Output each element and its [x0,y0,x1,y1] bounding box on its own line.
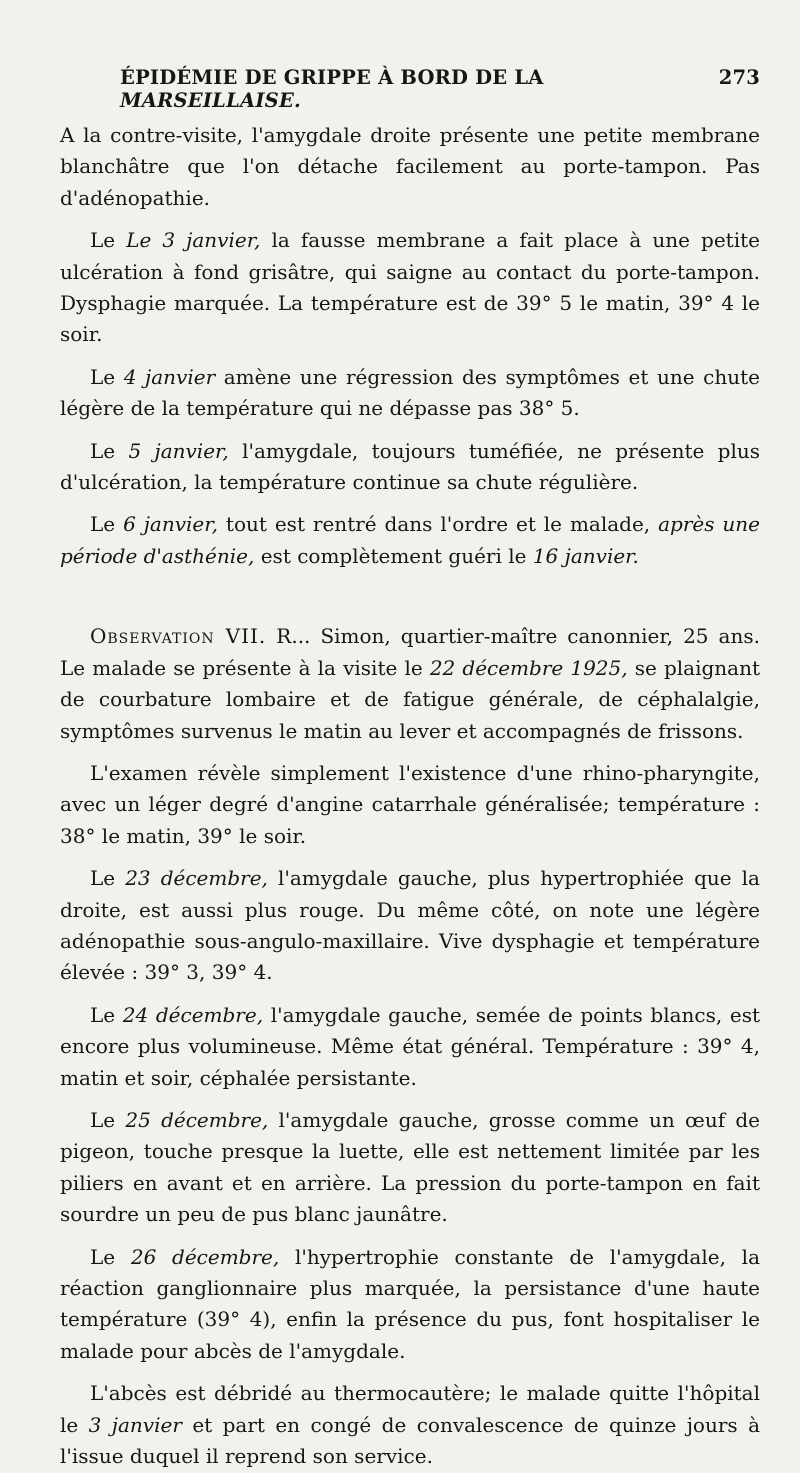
date-prefix: Le [90,438,129,463]
paragraph-abces [60,1378,760,1472]
paragraph-text: l'amygdale gauche, plus hypertrophiée que la droite, est aussi plus rouge. Du même côté, on note une légère adénopathie sous-angulo-maxillaire. Vive dysphagie et température élevée : 39° 3, 39° 4. [60,866,760,985]
running-title-main: ÉPIDÉMIE DE GRIPPE À BORD DE LA [120,66,544,89]
date-prefix: Le [90,1002,123,1027]
running-header [60,66,760,112]
page-number: 273 [718,66,760,89]
paragraph-text: L'abcès est débridé au thermocautère; le malade quitte l'hôpital le [60,1381,760,1437]
paragraph-examen: L'examen révèle simplement l'existence d'une rhino-pharyngite, avec un léger degré d'angine catarrhale généralisée; température : 38° le matin, 39° le soir. [60,760,760,848]
date-italic: 22 décembre 1925, [429,655,628,680]
paragraph-text: et part en congé de convalescence de quinze jours à l'issue duquel il reprend son service. [60,1412,761,1469]
date-prefix: Le [90,364,124,389]
section-spacer [60,583,760,621]
date-prefix: Le [90,866,126,891]
paragraph-text: l'amygdale gauche, semée de points blancs, est encore plus volumineuse. Même état général. Température : 39° 4, matin et soir, céphalée persistante. [60,1002,760,1090]
paragraph-25-decembre [60,1105,760,1231]
paragraph-text: se plaignant de courbature lombaire et de fatigue générale, de céphalalgie, symptômes survenus le matin au lever et accompagnés de frissons. [60,655,760,743]
running-title [120,66,719,112]
paragraph-5-janvier [60,436,760,499]
paragraph-23-decembre [60,863,760,989]
paragraph-3-janvier [60,225,760,351]
date-italic: 24 décembre, [122,1002,264,1027]
date-italic: 16 janvier. [532,543,639,568]
paragraph-6-janvier [60,509,760,572]
date-italic: 26 décembre, [130,1244,280,1269]
paragraph-26-decembre [60,1242,760,1368]
paragraph-text: est complètement guéri le [254,543,533,568]
paragraph-text: l'amygdale, toujours tuméfiée, ne présente plus d'ulcération, la température continue sa chute régulière. [60,438,761,495]
paragraph-text: R... Simon, quartier-maître canonnier, 25 ans. Le malade se présente à la visite le [60,624,760,680]
paragraph-text: l'amygdale gauche, grosse comme un œuf de pigeon, touche presque la luette, elle est nettement limitée par les piliers en avant et en arrière. La pression du porte-tampon en fait sourdre un peu de pus blanc jaunâtre. [60,1107,760,1227]
date-italic: 5 janvier, [128,438,229,463]
paragraph-text: la fausse membrane a fait place à une petite ulcération à fond grisâtre, qui saigne au contact du porte-tampon. Dysphagie marquée. La température est de 39° 5 le matin, 39° 4 le soir. [60,228,760,347]
paragraph-text: l'hypertrophie constante de l'amygdale, la réaction ganglionnaire plus marquée, la persistance d'une haute température (39° 4), enfin la présence du pus, font hospitaliser le malade pour abcès de l'amygdale. [60,1244,760,1363]
date-italic: Le 3 janvier, [126,228,261,253]
date-label: Le Le 3 janvier, [90,228,261,253]
running-title-ship: MARSEILLAISE. [120,89,301,112]
observation-heading: Observation VII. [90,624,267,649]
paragraph-text: tout est rentré dans l'ordre et le malade, [217,512,659,537]
date-italic: 23 décembre, [125,866,268,891]
paragraph-24-decembre [60,1000,760,1094]
date-italic: 4 janvier [123,364,216,389]
date-prefix: Le [90,512,124,537]
date-prefix: Le [90,1244,131,1269]
date-italic: 25 décembre, [125,1107,269,1132]
paragraph-text: amène une régression des symptômes et une chute légère de la température qui ne dépasse pas 38° 5. [60,364,760,421]
paragraph-4-janvier [60,362,760,425]
date-italic: 6 janvier, [123,512,218,537]
date-prefix: Le [90,1107,126,1132]
date-italic: 3 janvier [88,1412,182,1437]
paragraph-contre-visite: A la contre-visite, l'amygdale droite présente une petite membrane blanchâtre que l'on détache facilement au porte-tampon. Pas d'adénopathie. [60,123,760,210]
paragraph-observation-vii [60,621,760,747]
italic-phrase: après une période d'asthénie, [60,512,761,568]
